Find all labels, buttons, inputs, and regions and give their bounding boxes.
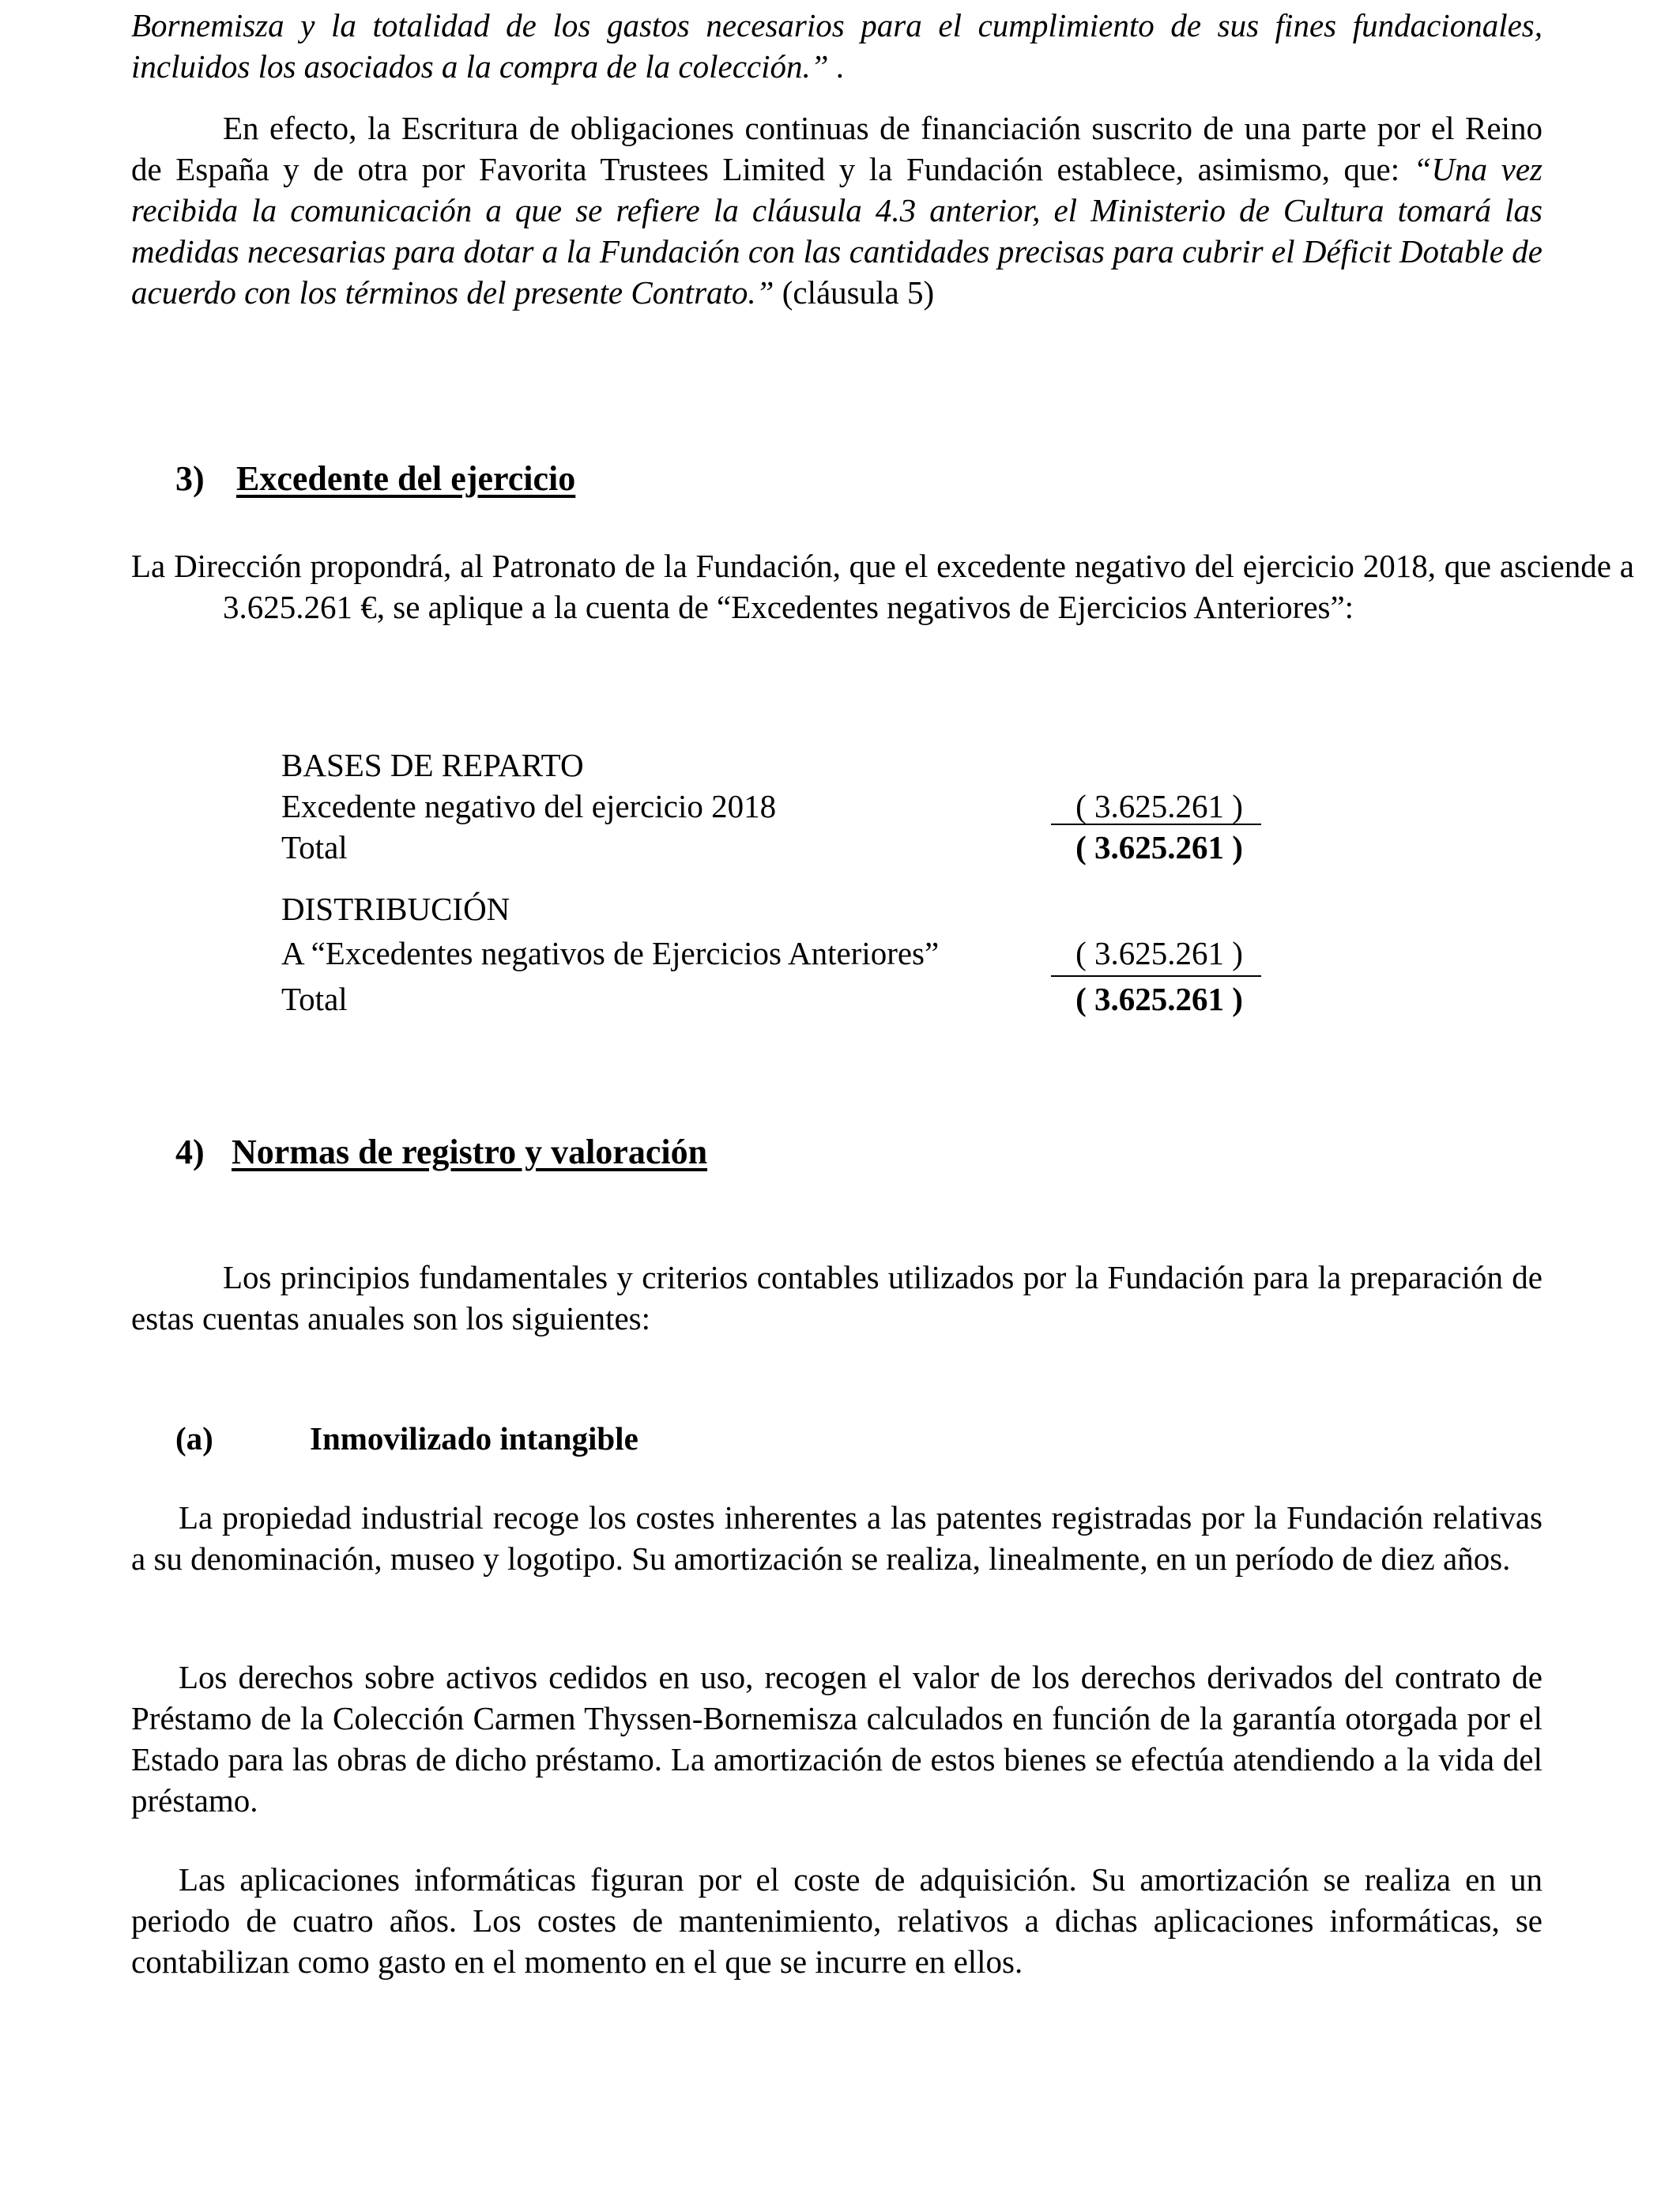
- distribution-subtotal-rule: [1051, 975, 1261, 977]
- section-4-title: Normas de registro y valoración: [232, 1133, 708, 1171]
- bases-row-label: Excedente negativo del ejercicio 2018: [281, 788, 777, 824]
- bases-heading: BASES DE REPARTO: [281, 747, 584, 783]
- distribution-row-label: A “Excedentes negativos de Ejercicios Anteriores”: [281, 935, 940, 971]
- section-4-paragraph: Los principios fundamentales y criterios contables utilizados por la Fundación para la preparación de estas cuentas anuales son los siguientes:: [131, 1259, 1543, 1336]
- distribution-heading: DISTRIBUCIÓN: [281, 891, 510, 927]
- intro-paragraph-tail: (cláusula 5): [782, 274, 935, 311]
- bases-row-value: ( 3.625.261 ): [1075, 788, 1243, 824]
- section-3-title: Excedente del ejercicio: [236, 459, 576, 498]
- section-3-paragraph: La Dirección propondrá, al Patronato de la Fundación, que el excedente negativo del ejercicio 2018, que asciende a 3.625.261 €, se aplique a la cuenta de “Excedentes negativos de Ejercicios Anteriores”:: [131, 548, 1634, 625]
- subsection-a-paragraph-1: La propiedad industrial recoge los costes inherentes a las patentes registradas por la Fundación relativas a su denominación, museo y logotipo. Su amortización se realiza, linealmente, en un período de diez años.: [131, 1499, 1543, 1577]
- section-3-number: 3): [175, 459, 205, 498]
- subsection-a-paragraph-2: Los derechos sobre activos cedidos en uso, recogen el valor de los derechos derivados del contrato de Préstamo de la Colección Carmen Thyssen-Bornemisza calculados en función de la garantía otorgada por el Estado para las obras de dicho préstamo. La amortización de estos bienes se efectúa atendiendo a la vida del préstamo.: [131, 1659, 1543, 1819]
- intro-paragraph-plain: En efecto, la Escritura de obligaciones continuas de financiación suscrito de una parte por el Reino de España y de otra por Favorita Trustees Limited y la Fundación establece, asimismo, que:: [131, 110, 1543, 187]
- section-4-number: 4): [175, 1133, 205, 1171]
- intro-paragraph: [131, 107, 1543, 313]
- section-4-heading: [175, 1132, 707, 1173]
- bases-total-value: ( 3.625.261 ): [1075, 829, 1243, 865]
- bases-total-label: Total: [281, 829, 348, 865]
- subsection-a-paragraph-3: Las aplicaciones informáticas figuran por el coste de adquisición. Su amortización se realiza en un periodo de cuatro años. Los costes de mantenimiento, relativos a dichas aplicaciones informáticas, se contabilizan como gasto en el momento en el que se incurre en ellos.: [131, 1861, 1543, 1980]
- distribution-total-label: Total: [281, 981, 348, 1017]
- intro-paragraph-quote: “Una vez recibida la comunicación a que se refiere la cláusula 4.3 anterior, el Ministerio de Cultura tomará las medidas necesarias para dotar a la Fundación con las cantidades precisas para cubrir el Déficit Dotable de acuerdo con los términos del presente Contrato.”: [131, 151, 1543, 311]
- distribution-total-value: ( 3.625.261 ): [1075, 981, 1243, 1017]
- subsection-a-letter: (a): [175, 1420, 213, 1457]
- section-3-heading: [175, 458, 575, 499]
- distribution-row-value: ( 3.625.261 ): [1075, 935, 1243, 971]
- intro-italic-continuation: Bornemisza y la totalidad de los gastos necesarios para el cumplimiento de sus fines fundacionales, incluidos los asociados a la compra de la colección.” .: [131, 7, 1543, 85]
- bases-subtotal-rule: [1051, 824, 1261, 825]
- subsection-a-title: Inmovilizado intangible: [310, 1420, 638, 1457]
